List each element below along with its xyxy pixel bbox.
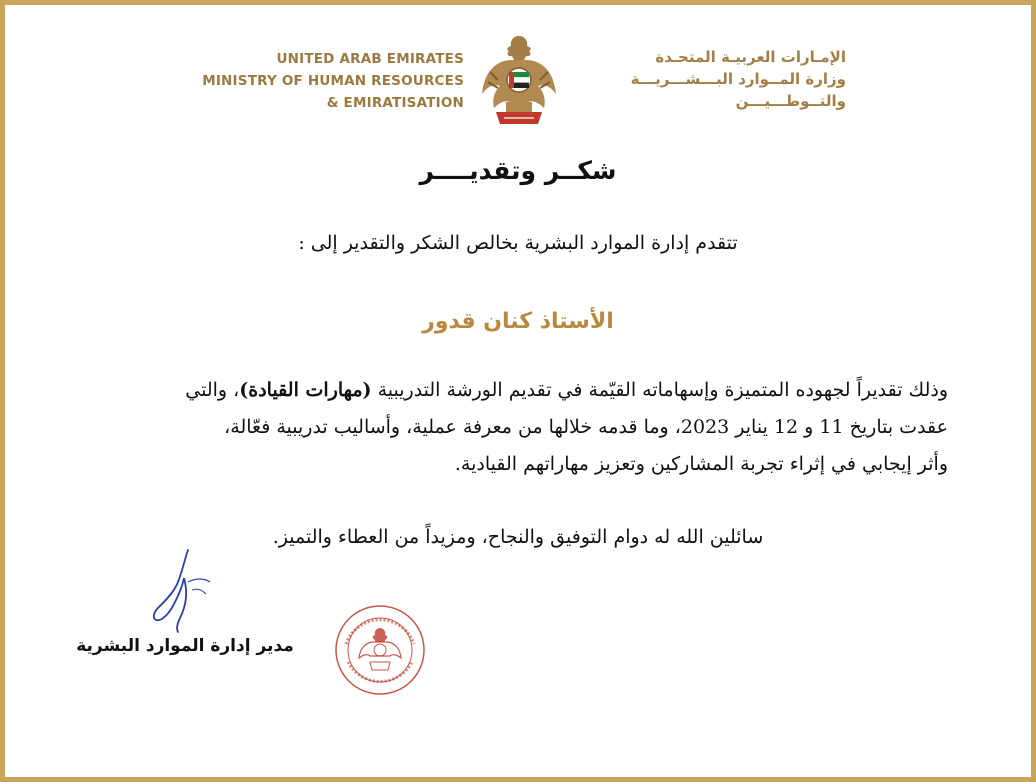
signatory-title: مدير إدارة الموارد البشرية (76, 636, 294, 656)
closing-line: سائلين الله له دوام التوفيق والنجاح، ومزيداً من العطاء والتميز. (272, 526, 764, 548)
body-line-3: وأثر إيجابي في إثراء تجربة المشاركين وتعزيز مهاراتهم القيادية. (454, 453, 948, 475)
signature-icon (148, 548, 218, 634)
body-line-1 (80, 372, 948, 409)
header-ar-emiratisation: والتــوطـــيـــن (735, 92, 846, 110)
certificate-title: شكــر وتقديــــر (419, 156, 617, 185)
hr-department-stamp-icon (334, 604, 426, 696)
header-arabic (566, 46, 846, 112)
body-line-1-end: ، والتي (185, 379, 240, 401)
header-ar-country: الإمـارات العربيـة المتحـدة (655, 48, 846, 66)
header-en-emiratisation: & EMIRATISATION (326, 95, 464, 111)
certificate-intro: تتقدم إدارة الموارد البشرية بخالص الشكر والتقدير إلى : (298, 232, 738, 254)
certificate-body (80, 372, 948, 483)
header-ar-ministry: وزارة المــوارد البـــشـــريـــة (630, 70, 846, 88)
recipient-name: الأستاذ كنان قدور (422, 309, 614, 334)
header-en-country: UNITED ARAB EMIRATES (276, 51, 464, 67)
uae-falcon-emblem-icon (476, 32, 562, 128)
header-english (202, 48, 464, 114)
header-en-ministry: MINISTRY OF HUMAN RESOURCES (202, 73, 464, 89)
body-line-2: عقدت بتاريخ 11 و 12 يناير 2023، وما قدمه خلالها من معرفة عملية، وأساليب تدريبية فعّالة، (224, 416, 948, 438)
workshop-name: (مهارات القيادة) (239, 379, 372, 401)
body-line-1-start: وذلك تقديراً لجهوده المتميزة وإسهاماته القيّمة في تقديم الورشة التدريبية (371, 379, 948, 401)
